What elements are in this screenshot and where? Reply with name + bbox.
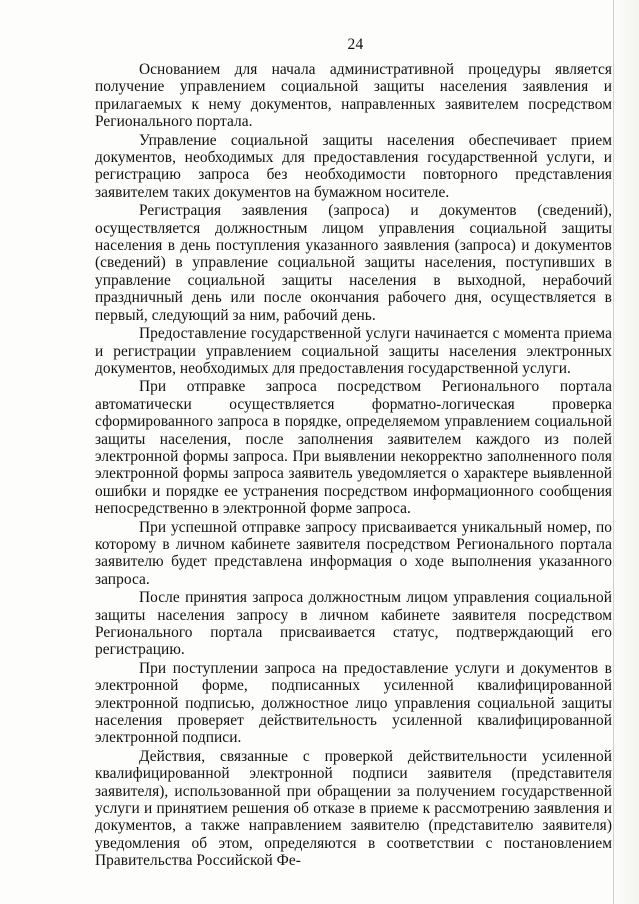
paragraph: Основанием для начала административной процедуры является получение управлением социальной защиты населения заявления и прилагаемых к нему документов, направленных заявителем посредством Регионального портала. (95, 61, 612, 131)
scan-shadow (613, 0, 639, 904)
scan-edge-line (613, 0, 614, 904)
paragraph: Регистрация заявления (запроса) и документов (сведений), осуществляется должностным лицом управления социальной защиты населения в день поступления указанного заявления (запроса) и документов (сведений) в управление социальной защиты населения, поступивших в управление социальной защиты населения в выходной, нерабочий праздничный день или после окончания рабочего дня, осуществляется в первый, следующий за ним, рабочий день. (95, 202, 612, 324)
paragraph: При успешной отправке запросу присваивается уникальный номер, по которому в личном кабинете заявителя посредством Регионального портала заявителю будет представлена информация о ходе выполнения указанного запроса. (95, 518, 612, 588)
paragraph: Управление социальной защиты населения обеспечивает прием документов, необходимых для предоставления государственной услуги, и регистрацию запроса без необходимости повторного представления заявителем таких документов на бумажном носителе. (95, 131, 612, 201)
paragraph: Предоставление государственной услуги начинается с момента приема и регистрации управлением социальной защиты населения электронных документов, необходимых для предоставления государственной услуги. (95, 325, 612, 377)
paragraph: После принятия запроса должностным лицом управления социальной защиты населения запросу в личном кабинете заявителя посредством Регионального портала присваивается статус, подтверждающий его регистрацию. (95, 589, 612, 659)
paragraph: При поступлении запроса на предоставление услуги и документов в электронной форме, подписанных усиленной квалифицированной электронной подписью, должностное лицо управления социальной защиты населения проверяет действительность усиленной квалифицированной электронной подписи. (95, 659, 612, 747)
paragraph: Действия, связанные с проверкой действительности усиленной квалифицированной электронной подписи заявителя (представителя заявителя), использованной при обращении за получением государственной услуги и принятием решения об отказе в приеме к рассмотрению заявления и документов, а также направлением заявителю (представителю заявителя) уведомления об этом, определяются в соответствии с постановлением Правительства Российской Фе- (95, 747, 612, 870)
document-body (95, 61, 612, 870)
paragraph: При отправке запроса посредством Регионального портала автоматически осуществляется форматно-логическая проверка сформированного запроса в порядке, определяемом управлением социальной защиты населения, после заполнения заявителем каждого из полей электронной формы запроса. При выявлении некорректно заполненного поля электронной формы запроса заявитель уведомляется о характере выявленной ошибки и порядке ее устранения посредством информационного сообщения непосредственно в электронной форме запроса. (95, 378, 612, 518)
page-number: 24 (347, 36, 364, 53)
